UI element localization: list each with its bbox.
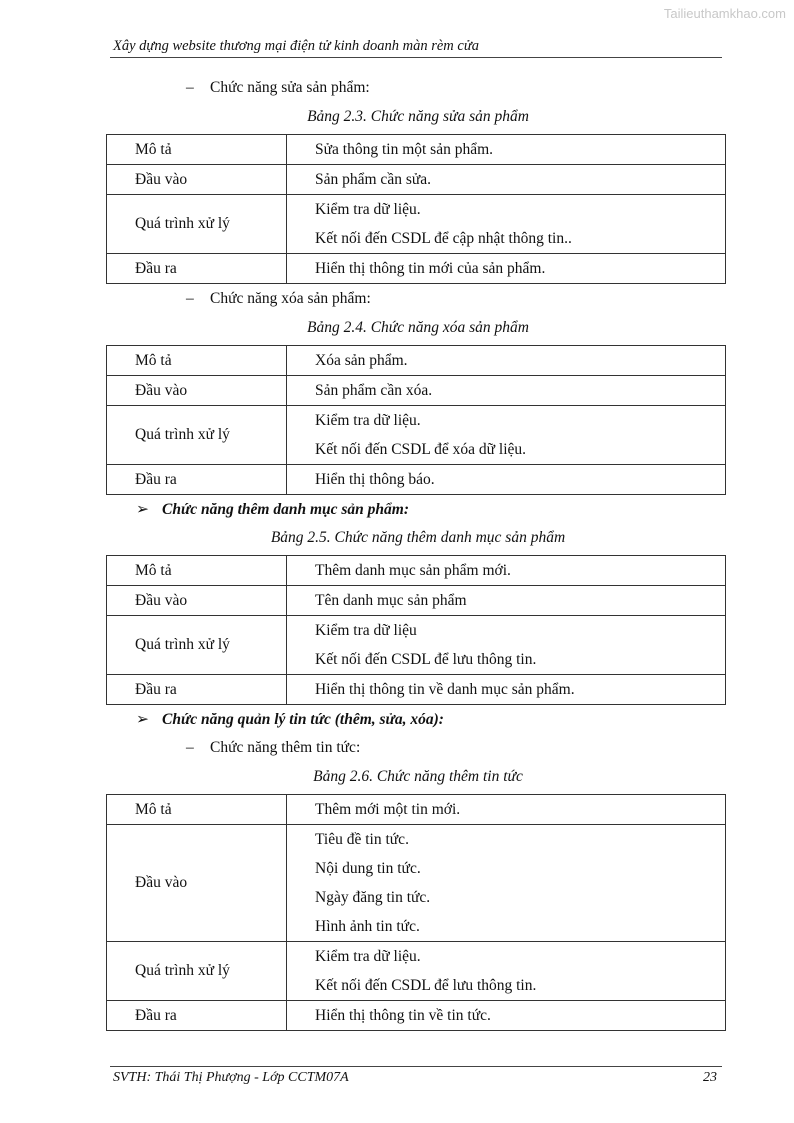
row-label: Quá trình xử lý [107,616,287,675]
watermark: Tailieuthamkhao.com [663,6,786,21]
footer-author: SVTH: Thái Thị Phượng - Lớp CCTM07A [113,1070,349,1085]
table-row [107,825,726,942]
table-row [107,1001,726,1031]
bullet-text: Chức năng xóa sản phẩm: [210,290,371,307]
page-content [106,77,726,1035]
table-row [107,942,726,1001]
row-value-line: Thêm mới một tin mới. [315,801,461,818]
row-value-line: Hiển thị thông tin về tin tức. [315,1007,491,1024]
row-value-line: Kiểm tra dữ liệu [315,622,417,639]
row-label: Đầu vào [107,376,287,406]
row-value [287,675,726,705]
row-label: Mô tả [107,795,287,825]
table-delete-product [106,345,726,495]
row-value-line: Xóa sản phẩm. [315,352,408,369]
table-caption: Bảng 2.5. Chức năng thêm danh mục sản phẩm [270,529,566,546]
row-label: Quá trình xử lý [107,406,287,465]
row-value-line: Hiển thị thông tin mới của sản phẩm. [315,260,546,277]
bullet-text: Chức năng sửa sản phẩm: [210,79,370,96]
table-add-category [106,555,726,705]
table-row [107,346,726,376]
row-label: Đầu ra [107,675,287,705]
row-value-line: Tiêu đề tin tức. [315,831,409,848]
row-value [287,406,726,465]
footer-divider [110,1066,722,1067]
bullet-add-news: – Chức năng thêm tin tức: [186,739,361,756]
row-value-line: Tên danh mục sản phẩm [315,592,467,609]
row-value [287,465,726,495]
row-value-line: Kiểm tra dữ liệu. [315,201,421,218]
row-label: Đầu ra [107,254,287,284]
table-row [107,556,726,586]
row-value [287,376,726,406]
table-add-news [106,794,726,1031]
table-row [107,795,726,825]
row-value-line: Hiển thị thông báo. [315,471,435,488]
row-value [287,135,726,165]
running-header: Xây dựng website thương mại điện tử kinh doanh màn rèm cửa [113,38,479,54]
row-value-line: Kiểm tra dữ liệu. [315,948,421,965]
table-row [107,586,726,616]
row-value-line: Sửa thông tin một sản phẩm. [315,141,494,158]
row-value [287,195,726,254]
arrow-bullet-icon: ➢ [136,501,149,518]
row-label: Mô tả [107,556,287,586]
row-value-line: Nội dung tin tức. [315,860,421,877]
table-row [107,165,726,195]
row-value [287,795,726,825]
row-value-line: Thêm danh mục sản phẩm mới. [315,562,511,579]
row-label: Mô tả [107,346,287,376]
row-value-line: Sản phẩm cần sửa. [315,171,432,188]
row-value [287,825,726,942]
row-value-line: Kết nối đến CSDL để lưu thông tin. [315,977,537,994]
table-caption: Bảng 2.6. Chức năng thêm tin tức [313,768,523,785]
bullet-edit-product: – Chức năng sửa sản phẩm: [186,79,370,96]
heading-text: Chức năng thêm danh mục sản phẩm: [162,501,410,518]
page-number: 23 [703,1070,717,1085]
row-label: Mô tả [107,135,287,165]
table-caption: Bảng 2.4. Chức năng xóa sản phẩm [307,319,529,336]
row-label: Đầu ra [107,1001,287,1031]
table-row [107,254,726,284]
row-value-line: Hình ảnh tin tức. [315,918,420,935]
table-edit-product [106,134,726,284]
row-value-line: Hiển thị thông tin về danh mục sản phẩm. [315,681,575,698]
table-row [107,195,726,254]
table-row [107,616,726,675]
row-value [287,586,726,616]
heading-text: Chức năng quản lý tin tức (thêm, sửa, xóa): [162,711,444,728]
row-value [287,346,726,376]
arrow-bullet-icon: ➢ [136,711,149,728]
row-value [287,942,726,1001]
table-row [107,406,726,465]
row-label: Đầu vào [107,165,287,195]
bullet-text: Chức năng thêm tin tức: [210,739,361,756]
row-label: Quá trình xử lý [107,942,287,1001]
row-label: Đầu ra [107,465,287,495]
row-value-line: Kết nối đến CSDL để lưu thông tin. [315,651,537,668]
row-value-line: Kiểm tra dữ liệu. [315,412,421,429]
row-label: Đầu vào [107,586,287,616]
table-row [107,376,726,406]
row-value [287,616,726,675]
table-caption: Bảng 2.3. Chức năng sửa sản phẩm [307,108,529,125]
bullet-delete-product: – Chức năng xóa sản phẩm: [186,290,371,307]
row-value [287,165,726,195]
row-value-line: Sản phẩm cần xóa. [315,382,433,399]
header-divider [110,57,722,58]
row-value [287,1001,726,1031]
row-label: Đầu vào [107,825,287,942]
row-value [287,254,726,284]
table-row [107,135,726,165]
heading-news-management [106,709,726,731]
table-row [107,675,726,705]
row-value-line: Kết nối đến CSDL để xóa dữ liệu. [315,441,527,458]
heading-add-category [106,499,726,521]
row-value-line: Kết nối đến CSDL để cập nhật thông tin.. [315,230,572,247]
row-value [287,556,726,586]
table-row [107,465,726,495]
row-label: Quá trình xử lý [107,195,287,254]
row-value-line: Ngày đăng tin tức. [315,889,431,906]
